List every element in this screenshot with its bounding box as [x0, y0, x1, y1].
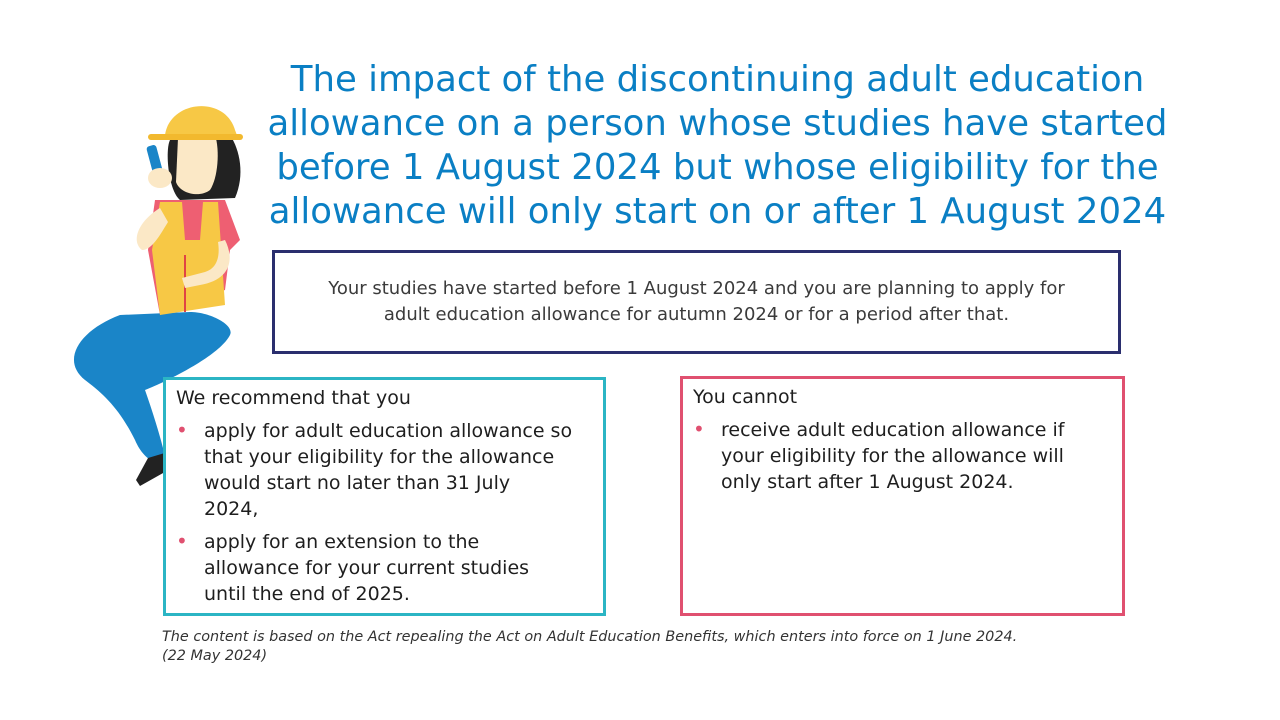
face — [176, 135, 218, 194]
intro-line: Your studies have started before 1 August 2024 and you are planning to apply for — [328, 278, 1065, 299]
recommend-box — [163, 377, 606, 616]
list-item: • apply for an extension to the allowance for your current studies until the end of 2025. — [176, 529, 530, 605]
footer-note — [162, 628, 1162, 666]
recommend-heading: We recommend that you — [176, 387, 411, 409]
list-item: • apply for adult education allowance so that your eligibility for the allowance would start no later than 31 July 2024, — [176, 418, 573, 520]
title-line: allowance on a person whose studies have started — [267, 103, 1168, 144]
footer-line: The content is based on the Act repealing the Act on Adult Education Benefits, which enters into force on 1 June 2024. — [162, 629, 1018, 645]
bullet-icon: • — [176, 529, 188, 553]
recommend-list — [176, 418, 593, 607]
title-line: The impact of the discontinuing adult education — [290, 59, 1145, 100]
bullet-icon: • — [176, 418, 188, 442]
list-item: • receive adult education allowance if your eligibility for the allowance will only start after 1 August 2024. — [693, 417, 1065, 493]
footer-date: (22 May 2024) — [162, 648, 268, 664]
cannot-box — [680, 376, 1125, 616]
bullet-icon: • — [693, 417, 705, 441]
title-line: before 1 August 2024 but whose eligibility for the — [276, 147, 1159, 188]
cannot-heading: You cannot — [693, 386, 798, 408]
page-title — [250, 58, 1185, 234]
intro-line: adult education allowance for autumn 2024 or for a period after that. — [383, 304, 1010, 325]
intro-box — [272, 250, 1121, 354]
title-line: allowance will only start on or after 1 August 2024 — [268, 191, 1167, 232]
cannot-list — [693, 417, 1112, 495]
